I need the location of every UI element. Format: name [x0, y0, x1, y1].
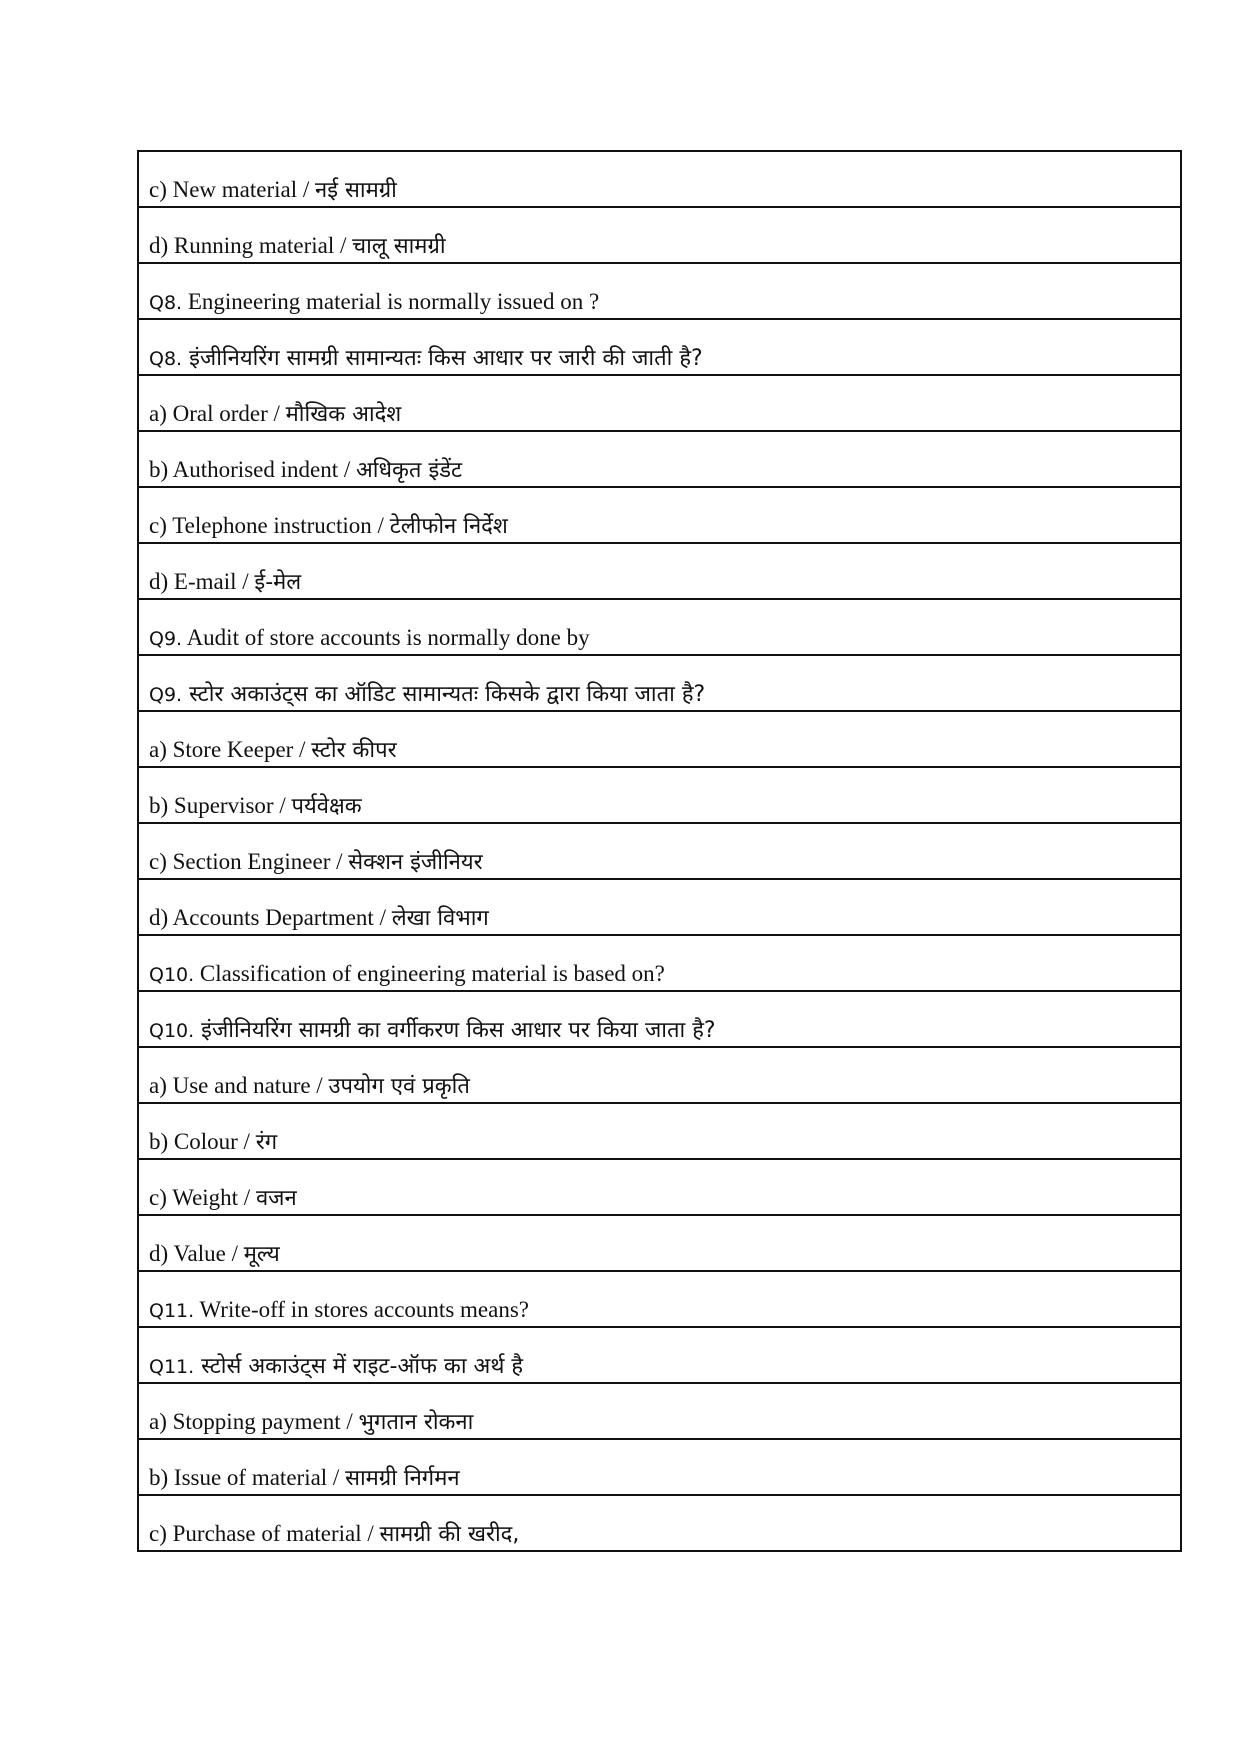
- hindi-text: नई सामग्री: [315, 177, 397, 203]
- hindi-text: सामग्री की खरीद,: [379, 1521, 520, 1547]
- question-row: [138, 319, 1181, 375]
- hindi-text: सेक्शन इंजीनियर: [348, 849, 483, 875]
- english-text: a) Use and nature /: [149, 1072, 329, 1098]
- row-cell: [138, 823, 1181, 879]
- question-row: [138, 935, 1181, 991]
- row-cell: [138, 599, 1181, 655]
- english-text: a) Store Keeper /: [149, 736, 312, 762]
- row-cell: [138, 1159, 1181, 1215]
- english-text: d) Value /: [149, 1240, 244, 1266]
- row-cell: [138, 655, 1181, 711]
- row-cell: [138, 487, 1181, 543]
- question-row: [138, 991, 1181, 1047]
- option-row: [138, 1383, 1181, 1439]
- english-text: a) Stopping payment /: [149, 1408, 359, 1434]
- hindi-text: स्टोर कीपर: [311, 737, 397, 763]
- option-row: [138, 431, 1181, 487]
- english-text: b) Issue of material /: [149, 1464, 346, 1490]
- option-row: [138, 543, 1181, 599]
- hindi-text: इंजीनियरिंग सामग्री का वर्गीकरण किस आधार पर किया जाता है?: [194, 1017, 716, 1043]
- english-text: d) Running material /: [149, 232, 353, 258]
- english-text: Engineering material is normally issued on ?: [182, 289, 600, 315]
- question-row: [138, 263, 1181, 319]
- english-text: Write-off in stores accounts means?: [194, 1297, 529, 1323]
- row-cell: [138, 375, 1181, 431]
- english-text: b) Authorised indent /: [149, 456, 356, 482]
- hindi-text: स्टोर्स अकाउंट्स में राइट-ऑफ का अर्थ है: [194, 1353, 524, 1379]
- option-row: [138, 207, 1181, 263]
- row-cell: [138, 1495, 1181, 1551]
- hindi-text: सामग्री निर्गमन: [345, 1465, 460, 1491]
- option-row: [138, 767, 1181, 823]
- option-row: [138, 1159, 1181, 1215]
- hindi-text: अधिकृत इंडेंट: [355, 457, 463, 483]
- row-cell: [138, 431, 1181, 487]
- question-number: Q8.: [149, 292, 183, 315]
- english-text: c) Weight /: [149, 1184, 256, 1210]
- hindi-text: लेखा विभाग: [391, 905, 489, 931]
- row-cell: [138, 1439, 1181, 1495]
- question-row: [138, 1271, 1181, 1327]
- row-cell: [138, 991, 1181, 1047]
- option-row: [138, 1047, 1181, 1103]
- question-table: [137, 150, 1182, 1552]
- hindi-text: वजन: [255, 1185, 297, 1211]
- english-text: c) Telephone instruction /: [149, 512, 390, 538]
- hindi-text: टेलीफोन निर्देश: [389, 513, 508, 539]
- row-cell: [138, 1215, 1181, 1271]
- row-cell: [138, 207, 1181, 263]
- english-text: d) E-mail /: [149, 568, 255, 594]
- english-text: c) New material /: [149, 176, 316, 202]
- option-row: [138, 151, 1181, 207]
- english-text: a) Oral order /: [149, 400, 286, 426]
- row-cell: [138, 711, 1181, 767]
- option-row: [138, 711, 1181, 767]
- english-text: b) Supervisor /: [149, 792, 292, 818]
- option-row: [138, 1495, 1181, 1551]
- question-row: [138, 1327, 1181, 1383]
- hindi-text: चालू सामग्री: [352, 233, 446, 259]
- question-number: Q9.: [149, 683, 183, 706]
- question-number: Q8.: [149, 347, 183, 370]
- question-number: Q9.: [149, 628, 183, 651]
- option-row: [138, 375, 1181, 431]
- hindi-text: भुगतान रोकना: [358, 1409, 474, 1435]
- option-row: [138, 1103, 1181, 1159]
- question-row: [138, 599, 1181, 655]
- question-number: Q11.: [149, 1300, 195, 1323]
- question-number: Q10.: [149, 964, 195, 987]
- english-text: d) Accounts Department /: [149, 904, 392, 930]
- hindi-text: पर्यवेक्षक: [291, 793, 362, 819]
- row-cell: [138, 151, 1181, 207]
- hindi-text: ई-मेल: [254, 569, 302, 595]
- hindi-text: इंजीनियरिंग सामग्री सामान्यतः किस आधार पर जारी की जाती है?: [182, 345, 703, 371]
- hindi-text: स्टोर अकाउंट्स का ऑडिट सामान्यतः किसके द्वारा किया जाता है?: [182, 681, 706, 707]
- question-row: [138, 655, 1181, 711]
- hindi-text: उपयोग एवं प्रकृति: [328, 1073, 470, 1099]
- option-row: [138, 823, 1181, 879]
- row-cell: [138, 319, 1181, 375]
- hindi-text: रंग: [255, 1129, 278, 1155]
- question-number: Q11.: [149, 1355, 195, 1378]
- row-cell: [138, 935, 1181, 991]
- option-row: [138, 879, 1181, 935]
- row-cell: [138, 1327, 1181, 1383]
- row-cell: [138, 879, 1181, 935]
- option-row: [138, 1439, 1181, 1495]
- row-cell: [138, 1103, 1181, 1159]
- row-cell: [138, 1271, 1181, 1327]
- row-cell: [138, 1383, 1181, 1439]
- hindi-text: मूल्य: [243, 1241, 280, 1267]
- option-row: [138, 1215, 1181, 1271]
- hindi-text: मौखिक आदेश: [285, 401, 402, 427]
- english-text: c) Purchase of material /: [149, 1520, 380, 1546]
- english-text: Classification of engineering material is based on?: [194, 961, 665, 987]
- row-cell: [138, 543, 1181, 599]
- row-cell: [138, 1047, 1181, 1103]
- english-text: c) Section Engineer /: [149, 848, 349, 874]
- row-cell: [138, 767, 1181, 823]
- row-cell: [138, 263, 1181, 319]
- option-row: [138, 487, 1181, 543]
- question-number: Q10.: [149, 1019, 195, 1042]
- english-text: b) Colour /: [149, 1128, 256, 1154]
- english-text: Audit of store accounts is normally done by: [182, 625, 590, 651]
